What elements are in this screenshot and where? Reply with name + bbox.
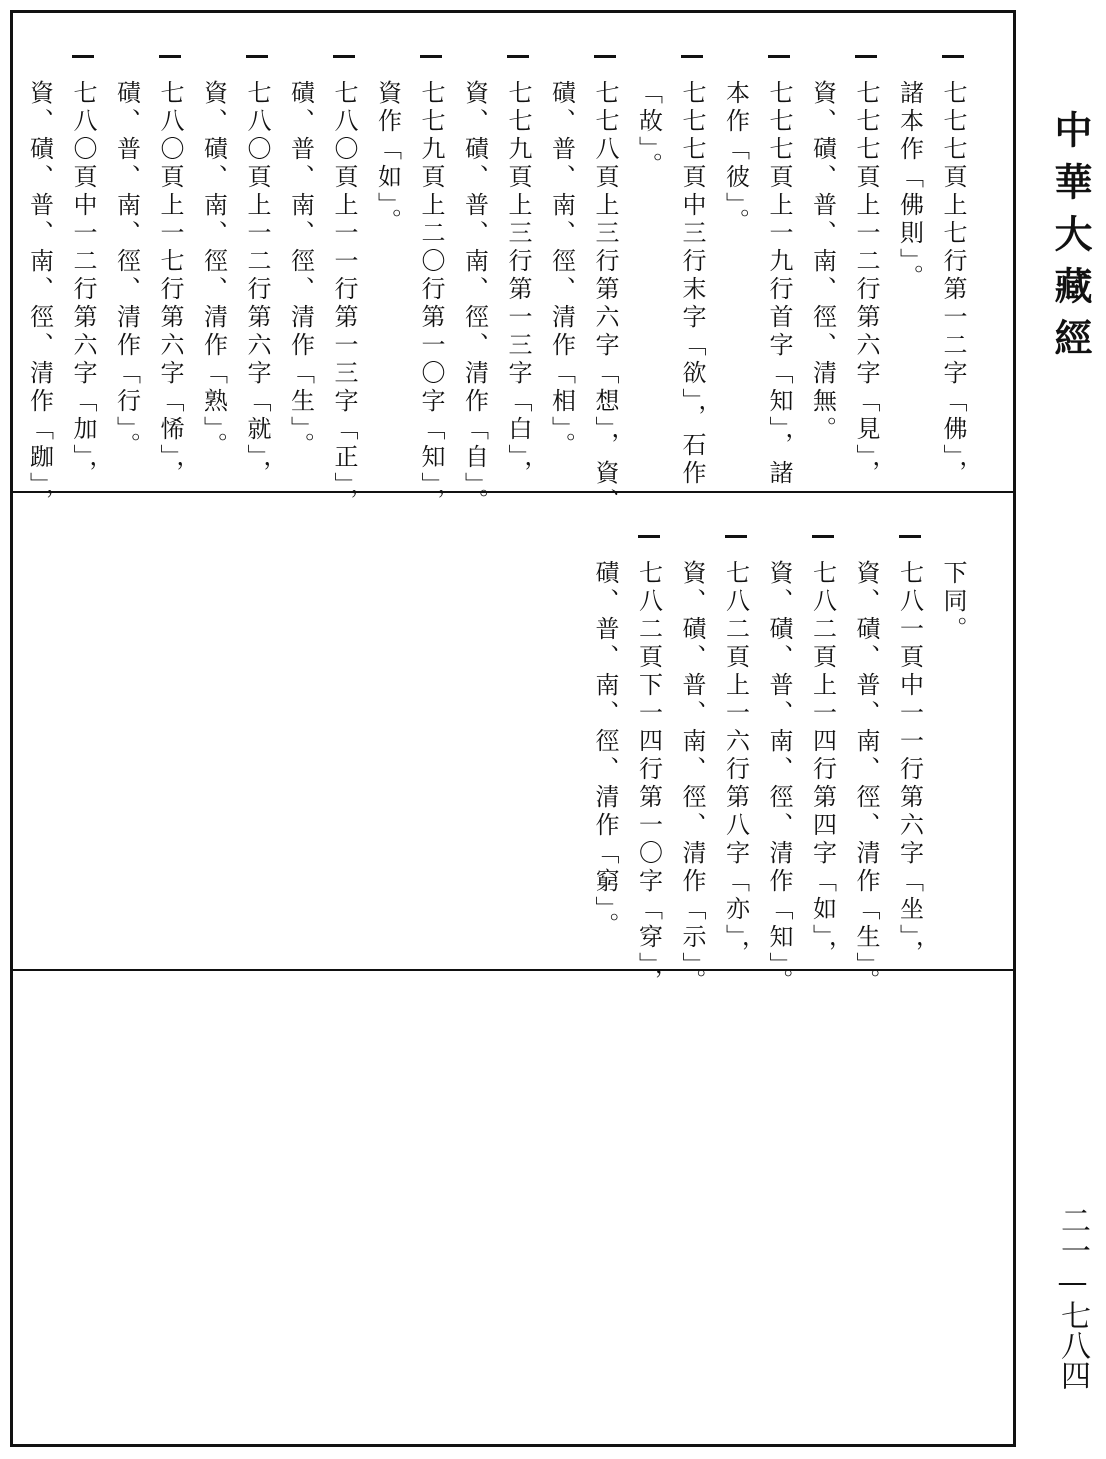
text-column: [846, 13, 886, 488]
column-text: 資作「如」。: [373, 80, 402, 236]
column-text: 諸本作「佛則」。: [895, 80, 924, 292]
text-column: [194, 13, 234, 460]
entry-marker: [594, 55, 616, 58]
column-text: 七八〇頁上一七行第六字「悕」，: [156, 80, 184, 488]
entry-marker: [855, 55, 877, 58]
column-text: 七八〇頁上一一行第一三字「正」，: [330, 80, 358, 516]
text-column: [890, 493, 930, 968]
middle-section: [13, 493, 1013, 996]
text-column: [150, 13, 190, 488]
text-column: [933, 13, 973, 488]
column-text: 資、磧、普、南、徑、清作「知」。: [765, 560, 793, 996]
text-column: [498, 13, 538, 488]
text-column: [455, 13, 495, 516]
text-column: [672, 13, 712, 488]
page-number: 二一—七八四: [1055, 1205, 1090, 1390]
text-column: [20, 13, 60, 516]
text-column: [716, 13, 756, 236]
column-text: 磧、普、南、徑、清作「相」。: [547, 80, 576, 460]
text-column: [324, 13, 364, 516]
column-text: 磧、普、南、徑、清作「行」。: [112, 80, 141, 460]
column-text: 七八〇頁上一二行第六字「就」，: [243, 80, 271, 488]
entry-marker: [681, 55, 703, 58]
text-column: [585, 493, 625, 940]
column-text: 七八二頁上一四行第四字「如」，: [808, 560, 837, 968]
entry-marker: [420, 55, 442, 58]
text-column: [672, 493, 712, 996]
column-text: 七八二頁下一四行第一〇字「穿」，: [634, 560, 663, 996]
bottom-section-empty: [13, 971, 1013, 1444]
entry-marker: [725, 535, 747, 538]
text-column: [237, 13, 277, 488]
column-text: 七八一頁中一一行第六字「坐」，: [895, 560, 924, 968]
text-column: [759, 493, 799, 996]
top-section: [13, 13, 1013, 516]
column-text: 七七七頁上一九行首字「知」，諸: [765, 80, 793, 488]
entry-marker: [246, 55, 268, 58]
column-text: 下同。: [939, 560, 967, 644]
text-column: [716, 493, 756, 968]
text-column: [542, 13, 582, 460]
column-text: 資、磧、普、南、徑、清無。: [808, 80, 837, 444]
entry-marker: [72, 55, 94, 58]
text-column: [629, 13, 669, 180]
column-text: 資、磧、普、南、徑、清作「示」。: [678, 560, 706, 996]
text-column: [890, 13, 930, 292]
entry-marker: [812, 535, 834, 538]
text-column: [63, 13, 103, 488]
text-column: [281, 13, 321, 460]
text-column: [933, 493, 973, 644]
entry-marker: [507, 55, 529, 58]
column-text: 資、磧、南、徑、清作「熟」。: [199, 80, 228, 460]
text-column: [107, 13, 147, 460]
entry-marker: [768, 55, 790, 58]
page-frame: [10, 10, 1016, 1447]
text-column: [368, 13, 408, 236]
column-text: 磧、普、南、徑、清作「窮」。: [591, 560, 619, 940]
text-column: [803, 493, 843, 968]
page-title: 中華大藏經: [1048, 110, 1093, 370]
text-column: [846, 493, 886, 996]
column-text: 資、磧、普、南、徑、清作「跏」，: [25, 80, 54, 516]
column-text: 本作「彼」。: [721, 80, 750, 236]
column-text: 七七七頁上七行第一二字「佛」，: [939, 80, 967, 488]
column-text: 七八〇頁中一二行第六字「加」，: [69, 80, 97, 488]
entry-marker: [942, 55, 964, 58]
column-text: 資、磧、普、南、徑、清作「自」。: [460, 80, 489, 516]
entry-marker: [899, 535, 921, 538]
column-text: 七七九頁上二〇行第一〇字「知」，: [417, 80, 445, 516]
column-text: 七七七頁中三行末字「欲」，石作: [678, 80, 706, 488]
text-column: [585, 13, 625, 516]
text-column: [629, 493, 669, 996]
column-text: 七七七頁上一二行第六字「見」，: [852, 80, 880, 488]
text-column: [411, 13, 451, 516]
text-column: [803, 13, 843, 444]
column-text: 七七九頁上三行第一三字「白」，: [504, 80, 532, 488]
text-column: [759, 13, 799, 488]
column-text: 資、磧、普、南、徑、清作「生」。: [852, 560, 880, 996]
entry-marker: [159, 55, 181, 58]
column-text: 七八二頁上一六行第八字「亦」，: [721, 560, 750, 968]
entry-marker: [333, 55, 355, 58]
column-text: 「故」。: [634, 80, 663, 180]
column-text: 磧、普、南、徑、清作「生」。: [286, 80, 315, 460]
entry-marker: [638, 535, 660, 538]
column-text: 七七八頁上三行第六字「想」，資、: [591, 80, 619, 516]
